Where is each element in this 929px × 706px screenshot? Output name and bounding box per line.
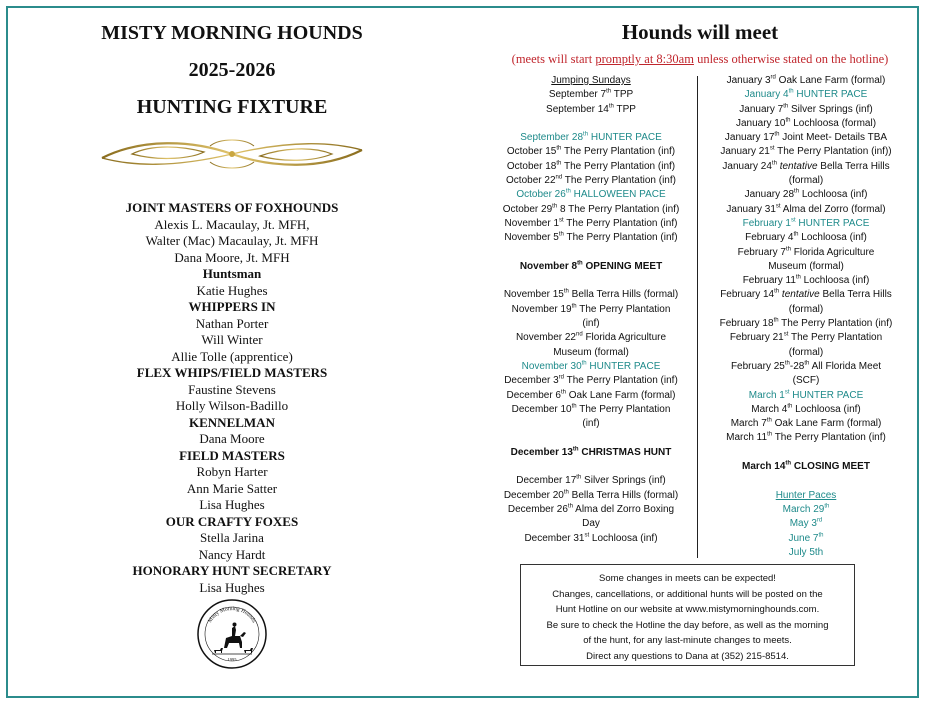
meet-entry: June 7th <box>788 532 824 544</box>
staff-list <box>60 200 404 596</box>
staff-role-heading: WHIPPERS IN <box>188 299 276 314</box>
meet-entry: May 3rd <box>789 517 823 530</box>
meet-entry: September 28th HUNTER PACE <box>520 131 662 144</box>
meet-entry: December 3rd The Perry Plantation (inf) <box>504 374 678 387</box>
logo-year: 1995 <box>227 657 237 662</box>
club-name: MISTY MORNING HOUNDS <box>101 22 363 44</box>
meet-entry: February 1st HUNTER PACE <box>742 217 870 229</box>
staff-member-name: Nancy Hardt <box>198 546 266 562</box>
staff-member-name: Walter (Mac) Macaulay, Jt. MFH <box>145 233 319 248</box>
meet-entry: January 7th Silver Springs (inf) <box>739 103 873 115</box>
meet-entry: (inf) <box>582 418 600 430</box>
notice-line: Direct any questions to Dana at (352) 215-8514. <box>586 650 789 662</box>
meet-entry: Museum (formal) <box>553 346 629 358</box>
meet-entry: November 8th OPENING MEET <box>519 260 663 272</box>
meet-entry: November 22nd Florida Agriculture <box>515 332 667 344</box>
meet-entry: (formal) <box>788 175 824 187</box>
spacer <box>486 431 696 445</box>
staff-role-heading: FIELD MASTERS <box>179 447 285 463</box>
spacer <box>701 446 911 460</box>
meet-entry: February 25th-28th All Florida Meet <box>730 360 882 372</box>
meets-title: Hounds will meet <box>621 20 779 44</box>
meet-entry: October 15th The Perry Plantation (inf) <box>506 146 676 158</box>
spacer <box>701 474 911 488</box>
staff-role-heading: Huntsman <box>202 266 262 281</box>
meet-entry: January 28th Lochloosa (inf) <box>744 189 868 201</box>
meet-entry: (formal) <box>788 303 824 315</box>
meets-subtitle <box>460 52 929 67</box>
meet-entry: January 21st The Perry Plantation (inf)) <box>720 146 892 158</box>
meet-entry: November 19th The Perry Plantation <box>511 303 671 315</box>
staff-role-heading: KENNELMAN <box>189 414 275 430</box>
meet-entry: November 5th The Perry Plantation (inf) <box>504 231 678 244</box>
staff-role-heading: JOINT MASTERS OF FOXHOUNDS <box>125 200 339 215</box>
meet-entry: January 17th Joint Meet- Details TBA <box>724 131 888 144</box>
meet-entry: Jumping Sundays <box>551 75 631 86</box>
staff-member-name: Lisa Hughes <box>199 497 265 512</box>
staff-member-name: Dana Moore, Jt. MFH <box>174 249 290 265</box>
meet-entry: December 6th Oak Lane Farm (formal) <box>506 389 676 401</box>
subtitle-part-2: unless otherwise stated on the hotline) <box>693 52 889 66</box>
meet-entry: February 21st The Perry Plantation <box>729 332 883 344</box>
meet-entry: January 10th Lochloosa (formal) <box>735 117 877 129</box>
subtitle-underlined-time: promptly at 8:30am <box>595 52 694 66</box>
column-divider <box>697 76 698 558</box>
staff-role-heading: FLEX WHIPS/FIELD MASTERS <box>136 365 328 380</box>
meet-entry: February 4th Lochloosa (inf) <box>745 231 867 244</box>
fixture-heading: HUNTING FIXTURE <box>136 96 328 118</box>
meet-entry: December 26th Alma del Zorro Boxing <box>507 503 675 515</box>
meet-entry: November 15th Bella Terra Hills (formal) <box>503 289 679 301</box>
spacer <box>486 460 696 474</box>
meet-entry: December 17th Silver Springs (inf) <box>516 474 666 487</box>
meet-entry: January 24th tentative Bella Terra Hills <box>722 160 890 172</box>
meet-entry: March 14th CLOSING MEET <box>742 460 870 473</box>
meet-entry: (inf) <box>582 318 600 330</box>
meet-entry: March 4th Lochloosa (inf) <box>751 403 861 415</box>
staff-member-name: Ann Marie Satter <box>186 480 278 496</box>
season-years: 2025-2026 <box>188 59 276 81</box>
meet-entry: January 31st Alma del Zorro (formal) <box>726 203 886 215</box>
staff-member-name: Faustine Stevens <box>188 381 276 397</box>
meet-entry: (formal) <box>788 346 824 358</box>
staff-member-name: Dana Moore <box>199 431 265 446</box>
meet-entry: February 11th Lochloosa (inf) <box>742 274 870 287</box>
meet-entry: November 30th HUNTER PACE <box>521 360 661 372</box>
meet-entry: December 20th Bella Terra Hills (formal) <box>503 489 679 501</box>
schedule-column-winter <box>701 74 911 560</box>
meet-entry[interactable]: Hunter Paces <box>775 489 837 501</box>
meet-entry: September 7th TPP <box>548 88 634 101</box>
meet-entry: January 3rd Oak Lane Farm (formal) <box>726 74 886 86</box>
notice-line: Some changes in meets can be expected! <box>599 573 776 584</box>
staff-member-name: Holly Wilson-Badillo <box>175 398 289 413</box>
staff-member-name: Katie Hughes <box>196 282 268 298</box>
meet-entry: (SCF) <box>792 375 820 387</box>
meet-entry: March 29th <box>782 503 830 515</box>
meet-entry: February 18th The Perry Plantation (inf) <box>719 317 893 330</box>
meet-entry: March 7th Oak Lane Farm (formal) <box>730 417 882 430</box>
staff-member-name: Will Winter <box>201 332 263 347</box>
meet-entry: October 22nd The Perry Plantation (inf) <box>506 174 676 187</box>
gold-flourish-ornament <box>92 132 372 176</box>
meet-entry: November 1st The Perry Plantation (inf) <box>504 217 678 229</box>
spacer <box>486 246 696 260</box>
meet-entry: January 4th HUNTER PACE <box>744 88 868 101</box>
subtitle-part-1: (meets will start <box>511 52 596 66</box>
meet-entry: Museum (formal) <box>768 260 844 272</box>
meet-entry: December 10th The Perry Plantation <box>511 403 671 415</box>
meet-entry: Day <box>582 518 600 530</box>
staff-member-name: Robyn Harter <box>196 464 268 479</box>
meet-entry: March 11th The Perry Plantation (inf) <box>726 432 886 444</box>
notice-box <box>520 564 855 666</box>
notice-line: Changes, cancellations, or additional hunts will be posted on the <box>552 588 823 600</box>
meet-entry: December 31st Lochloosa (inf) <box>524 532 658 544</box>
notice-line: Hunt Hotline on our website at www.mistymorninghounds.com. <box>555 604 820 615</box>
staff-member-name: Stella Jarina <box>200 530 264 545</box>
staff-member-name: Lisa Hughes <box>199 579 265 595</box>
staff-role-heading: OUR CRAFTY FOXES <box>165 513 299 529</box>
staff-member-name: Allie Tolle (apprentice) <box>171 348 293 364</box>
meet-entry: July 5th <box>788 546 824 558</box>
meet-entry: September 14th TPP <box>546 103 636 115</box>
meet-entry: February 7th Florida Agriculture <box>737 246 875 258</box>
schedule-column-fall <box>486 74 696 546</box>
notice-line: of the hunt, for any last-minute changes to meets. <box>583 635 792 646</box>
spacer <box>486 117 696 131</box>
logo-arc-text: Misty Morning Hounds <box>207 605 257 624</box>
hunt-club-logo <box>196 598 268 670</box>
meet-entry: October 18th The Perry Plantation (inf) <box>506 160 676 172</box>
staff-member-name: Alexis L. Macaulay, Jt. MFH, <box>154 216 310 232</box>
meet-entry: October 29th 8 The Perry Plantation (inf) <box>502 203 680 215</box>
spacer <box>486 274 696 288</box>
staff-member-name: Nathan Porter <box>195 315 269 331</box>
meet-entry: March 1st HUNTER PACE <box>748 389 864 401</box>
meet-entry: February 14th tentative Bella Terra Hills <box>720 289 892 301</box>
notice-line: Be sure to check the Hotline the day before, as well as the morning <box>546 619 829 631</box>
meet-entry: October 26th HALLOWEEN PACE <box>516 189 666 201</box>
meet-entry: December 13th CHRISTMAS HUNT <box>510 446 672 458</box>
staff-role-heading: HONORARY HUNT SECRETARY <box>132 563 332 578</box>
